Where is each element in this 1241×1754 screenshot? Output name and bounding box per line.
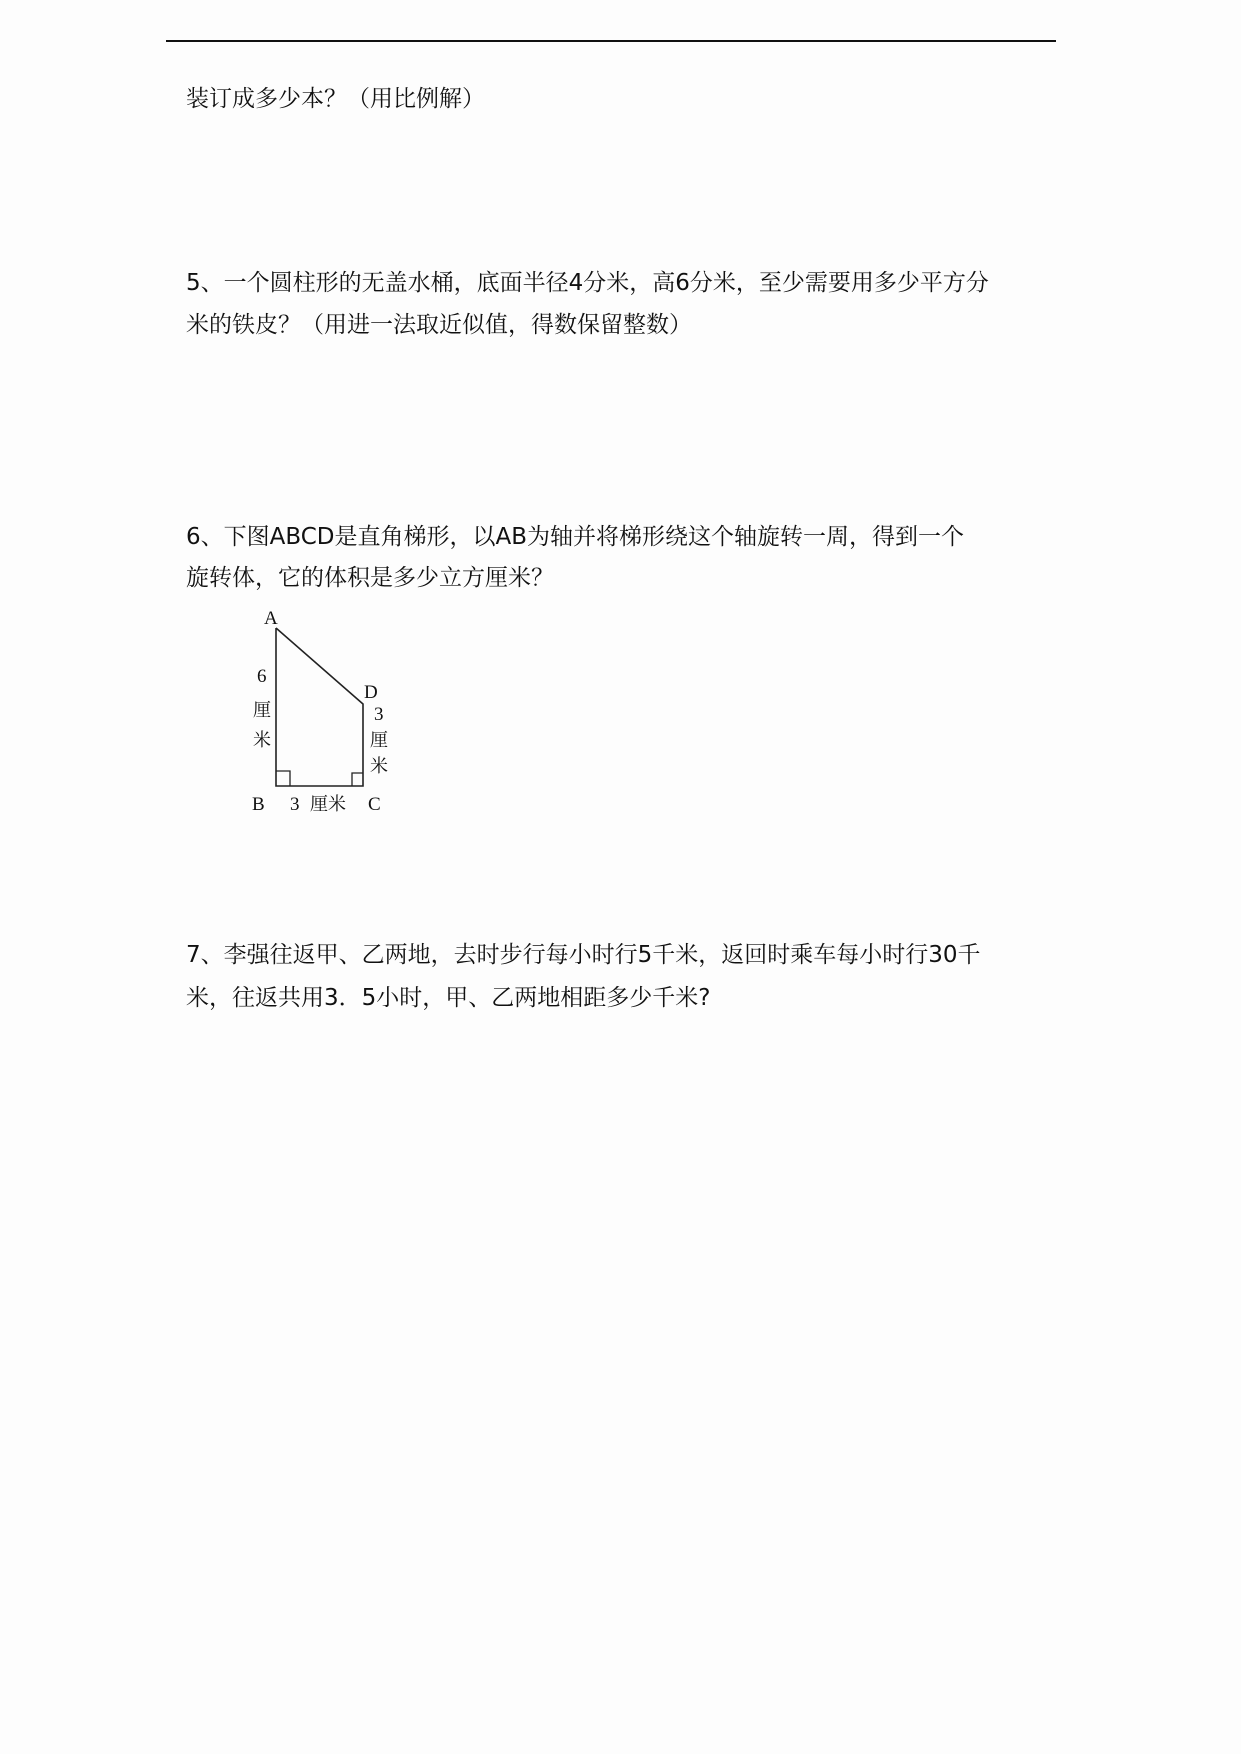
continuation-text: 装订成多少本？（用比例解） bbox=[186, 86, 485, 112]
vertex-d-label: D bbox=[364, 682, 378, 703]
question-6-line-1: 6、下图ABCD是直角梯形，以AB为轴并将梯形绕这个轴旋转一周，得到一个 bbox=[186, 524, 965, 550]
question-5-line-1: 5、一个圆柱形的无盖水桶，底面半径4分米，高6分米，至少需要用多少平方分 bbox=[186, 270, 989, 296]
ab-unit-char-1: 厘 bbox=[253, 700, 271, 721]
question-5-line-2: 米的铁皮？（用进一法取近似值，得数保留整数） bbox=[186, 312, 692, 338]
bc-length-value: 3 bbox=[290, 794, 300, 815]
header-rule bbox=[166, 40, 1056, 42]
ab-unit-char-2: 米 bbox=[253, 730, 271, 751]
cd-length-value: 3 bbox=[374, 704, 384, 725]
cd-unit-char-2: 米 bbox=[370, 756, 388, 777]
question-6-line-2: 旋转体，它的体积是多少立方厘米？ bbox=[186, 565, 554, 591]
vertex-a-label: A bbox=[264, 608, 278, 629]
ab-length-value: 6 bbox=[257, 666, 267, 687]
right-angle-c-icon bbox=[352, 773, 363, 786]
bc-unit: 厘米 bbox=[310, 794, 346, 815]
question-7-line-2: 米，往返共用3．5小时，甲、乙两地相距多少千米? bbox=[186, 985, 711, 1011]
vertex-b-label: B bbox=[252, 794, 265, 815]
right-trapezoid-figure bbox=[230, 600, 410, 820]
question-7-line-1: 7、李强往返甲、乙两地，去时步行每小时行5千米，返回时乘车每小时行30千 bbox=[186, 942, 981, 968]
vertex-c-label: C bbox=[368, 794, 381, 815]
right-angle-b-icon bbox=[276, 771, 290, 786]
trapezoid-outline bbox=[276, 628, 363, 786]
cd-unit-char-1: 厘 bbox=[370, 730, 388, 751]
